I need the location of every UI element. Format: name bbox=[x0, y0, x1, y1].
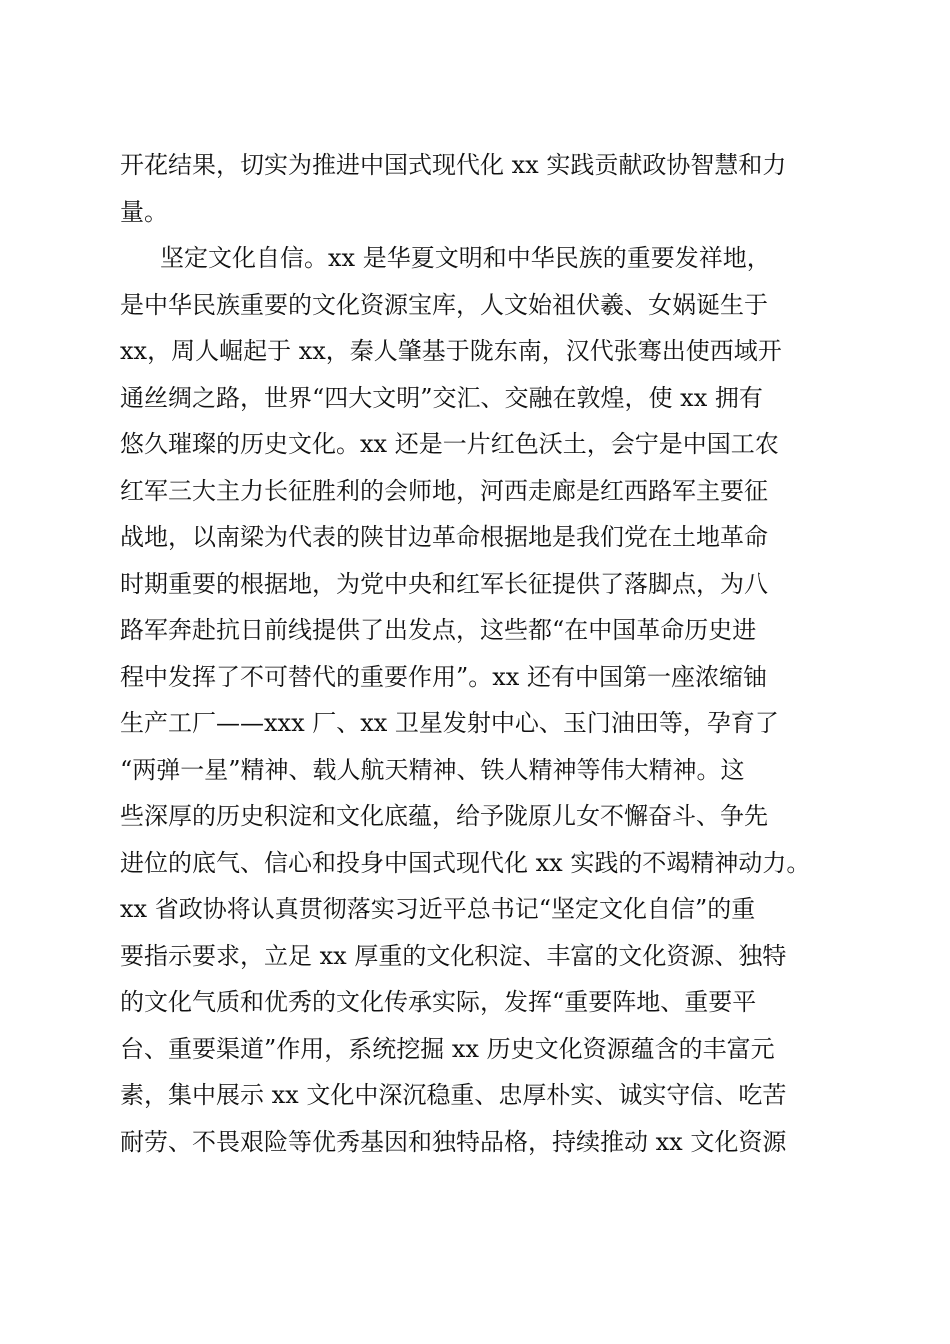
text-line: 台、重要渠道”作用，系统挖掘 xx 历史文化资源蕴含的丰富元 bbox=[120, 1034, 775, 1063]
text-line: 悠久璀璨的历史文化。xx 还是一片红色沃土，会宁是中国工农 bbox=[120, 430, 779, 458]
body-text bbox=[120, 142, 840, 1165]
text-line: 耐劳、不畏艰险等优秀基因和独特品格，持续推动 xx 文化资源 bbox=[120, 1127, 787, 1156]
text-line: 素，集中展示 xx 文化中深沉稳重、忠厚朴实、诚实守信、吃苦 bbox=[120, 1081, 787, 1109]
text-line: 些深厚的历史积淀和文化底蕴，给予陇原儿女不懈奋斗、争先 bbox=[120, 802, 768, 830]
text-line: 红军三大主力长征胜利的会师地，河西走廊是红西路军主要征 bbox=[120, 476, 768, 505]
text-line: 时期重要的根据地，为党中央和红军长征提供了落脚点，为八 bbox=[120, 569, 768, 598]
paragraph-first-line: 坚定文化自信。xx 是华夏文明和中华民族的重要发祥地， bbox=[160, 244, 771, 272]
text-line: xx，周人崛起于 xx，秦人肇基于陇东南，汉代张骞出使西域开 bbox=[120, 337, 782, 365]
text-line: 开花结果，切实为推进中国式现代化 xx 实践贡献政协智慧和力 bbox=[120, 151, 787, 179]
text-line: 进位的底气、信心和投身中国式现代化 xx 实践的不竭精神动力。 bbox=[120, 848, 811, 877]
text-line: 是中华民族重要的文化资源宝库，人文始祖伏羲、女娲诞生于 bbox=[120, 290, 768, 319]
text-line: 战地，以南梁为代表的陕甘边革命根据地是我们党在土地革命 bbox=[120, 523, 768, 551]
text-line: 量。 bbox=[120, 197, 168, 226]
text-line: 路军奔赴抗日前线提供了出发点，这些都“在中国革命历史进 bbox=[120, 616, 757, 644]
text-line: “两弹一星”精神、载人航天精神、铁人精神等伟大精神。这 bbox=[120, 755, 745, 784]
text-line: 程中发挥了不可替代的重要作用”。xx 还有中国第一座浓缩铀 bbox=[120, 662, 767, 691]
text-line: xx 省政协将认真贯彻落实习近平总书记“坚定文化自信”的重 bbox=[120, 895, 756, 923]
text-line: 的文化气质和优秀的文化传承实际，发挥“重要阵地、重要平 bbox=[120, 988, 757, 1016]
text-line: 通丝绸之路，世界“四大文明”交汇、交融在敦煌，使 xx 拥有 bbox=[120, 383, 763, 412]
text-line: 要指示要求，立足 xx 厚重的文化积淀、丰富的文化资源、独特 bbox=[120, 941, 787, 970]
text-line: 生产工厂——xxx 厂、xx 卫星发射中心、玉门油田等，孕育了 bbox=[120, 709, 779, 737]
